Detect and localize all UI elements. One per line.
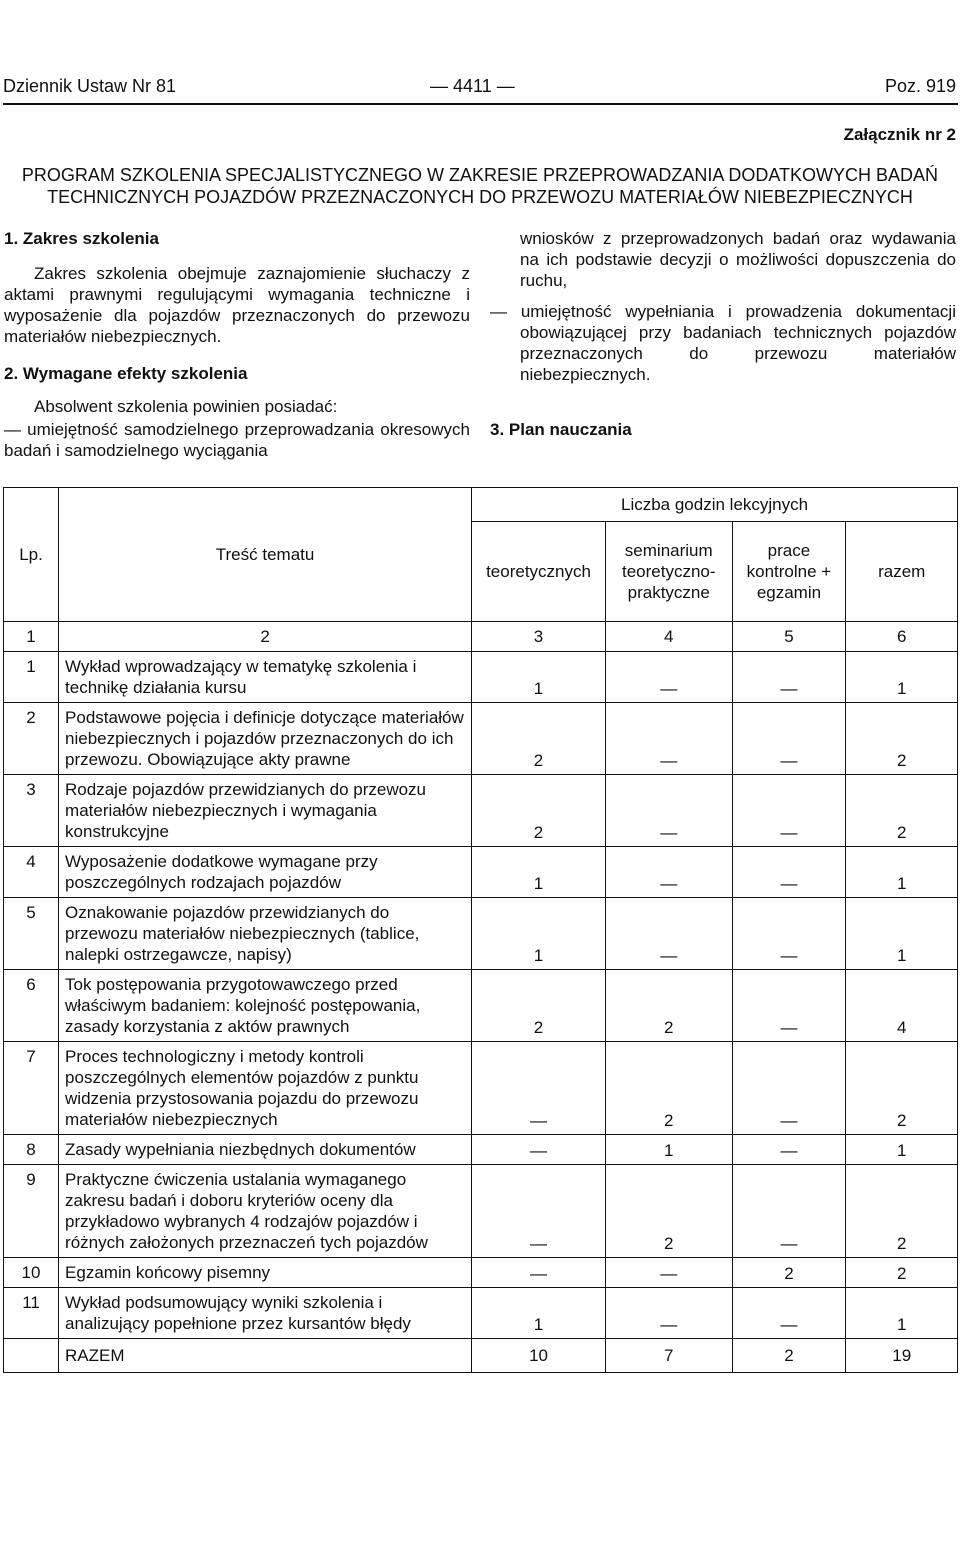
row-number: 10 xyxy=(4,1258,59,1288)
section-2-item-1-continued: wniosków z przeprowadzonych badań oraz wydawania na ich podstawie decyzji o możliwości dopuszczenia do ruchu, xyxy=(520,229,956,290)
row-tests-hours: — xyxy=(732,1288,846,1339)
row-tests-hours: — xyxy=(732,1135,846,1165)
header-tests: prace kontrolne + egzamin xyxy=(732,522,846,622)
journal-name: Dziennik Ustaw Nr 81 xyxy=(3,76,177,96)
row-tests-hours: — xyxy=(732,703,846,775)
row-total-hours: 1 xyxy=(846,1135,958,1165)
row-theory-hours: — xyxy=(472,1165,606,1258)
row-number: 1 xyxy=(4,652,59,703)
row-total-hours: 2 xyxy=(846,1258,958,1288)
row-total-hours: 1 xyxy=(846,1288,958,1339)
table-row xyxy=(4,775,958,847)
row-topic: Egzamin końcowy pisemny xyxy=(59,1258,472,1288)
row-number: 11 xyxy=(4,1288,59,1339)
row-number: 5 xyxy=(4,898,59,970)
row-topic: Podstawowe pojęcia i definicje dotyczące materiałów niebezpiecznych i pojazdów przeznaczonych do ich przewozu. Obowiązujące akty prawne xyxy=(59,703,472,775)
row-topic: Wykład wprowadzający w tematykę szkolenia i technikę działania kursu xyxy=(59,652,472,703)
total-row xyxy=(4,1339,958,1373)
table-row xyxy=(4,1135,958,1165)
section-2-item-2: — umiejętność wypełniania i prowadzenia dokumentacji obowiązującej przy badaniach technicznych pojazdów przeznaczonych do przewozu materiałów niebezpiecznych. xyxy=(490,302,956,384)
total-seminar: 7 xyxy=(605,1339,732,1373)
row-number: 8 xyxy=(4,1135,59,1165)
table-row xyxy=(4,703,958,775)
row-topic: Oznakowanie pojazdów przewidzianych do przewozu materiałów niebezpiecznych (tablice, nalepki ostrzegawcze, napisy) xyxy=(59,898,472,970)
column-number: 4 xyxy=(605,622,732,652)
row-theory-hours: — xyxy=(472,1042,606,1135)
section-3-heading: 3. Plan nauczania xyxy=(490,420,632,439)
row-number: 4 xyxy=(4,847,59,898)
row-theory-hours: — xyxy=(472,1135,606,1165)
row-total-hours: 2 xyxy=(846,775,958,847)
row-seminar-hours: — xyxy=(605,847,732,898)
row-number: 2 xyxy=(4,703,59,775)
header-lp: Lp. xyxy=(4,488,59,622)
title-line-1: PROGRAM SZKOLENIA SPECJALISTYCZNEGO W ZAKRESIE PRZEPROWADZANIA DODATKOWYCH BADAŃ xyxy=(21,165,939,185)
row-number: 3 xyxy=(4,775,59,847)
row-seminar-hours: — xyxy=(605,775,732,847)
left-column xyxy=(4,228,470,461)
row-tests-hours: — xyxy=(732,652,846,703)
table-row xyxy=(4,652,958,703)
row-seminar-hours: — xyxy=(605,1258,732,1288)
table-row xyxy=(4,1165,958,1258)
header-theory: teoretycznych xyxy=(472,522,606,622)
total-theory: 10 xyxy=(472,1339,606,1373)
section-1-text: Zakres szkolenia obejmuje zaznajomienie słuchaczy z aktami prawnymi regulującymi wymagania techniczne i wyposażenie dla pojazdów przeznaczonych do przewozu materiałów niebezpiecznych. xyxy=(4,264,470,346)
row-theory-hours: 1 xyxy=(472,652,606,703)
row-tests-hours: — xyxy=(732,847,846,898)
row-topic: Rodzaje pojazdów przewidzianych do przewozu materiałów niebezpiecznych i wymagania konstrukcyjne xyxy=(59,775,472,847)
row-seminar-hours: — xyxy=(605,1288,732,1339)
total-label: RAZEM xyxy=(59,1339,472,1373)
section-2-intro: Absolwent szkolenia powinien posiadać: xyxy=(34,397,338,416)
row-theory-hours: 1 xyxy=(472,1288,606,1339)
row-topic: Tok postępowania przygotowawczego przed właściwym badaniem: kolejność postępowania, zasady korzystania z aktów prawnych xyxy=(59,970,472,1042)
row-total-hours: 1 xyxy=(846,898,958,970)
right-column xyxy=(490,228,956,440)
table-row xyxy=(4,898,958,970)
row-seminar-hours: — xyxy=(605,652,732,703)
row-tests-hours: 2 xyxy=(732,1258,846,1288)
row-theory-hours: 2 xyxy=(472,703,606,775)
row-total-hours: 1 xyxy=(846,847,958,898)
table-row xyxy=(4,847,958,898)
row-total-hours: 4 xyxy=(846,970,958,1042)
title-line-2: TECHNICZNYCH POJAZDÓW PRZEZNACZONYCH DO PRZEWOZU MATERIAŁÓW NIEBEZPIECZNYCH xyxy=(47,187,913,207)
row-topic: Proces technologiczny i metody kontroli poszczególnych elementów pojazdów z punktu widzenia przystosowania pojazdu do przewozu materiałów niebezpiecznych xyxy=(59,1042,472,1135)
row-tests-hours: — xyxy=(732,970,846,1042)
row-seminar-hours: 2 xyxy=(605,1165,732,1258)
position-number: Poz. 919 xyxy=(884,76,956,96)
row-tests-hours: — xyxy=(732,1165,846,1258)
curriculum-table xyxy=(3,487,958,1373)
row-tests-hours: — xyxy=(732,775,846,847)
header-total: razem xyxy=(846,522,958,622)
column-number: 6 xyxy=(846,622,958,652)
total-hours: 19 xyxy=(846,1339,958,1373)
row-theory-hours: 2 xyxy=(472,775,606,847)
section-2-heading: 2. Wymagane efekty szkolenia xyxy=(4,364,248,383)
row-theory-hours: 2 xyxy=(472,970,606,1042)
section-2-item-1-start: — umiejętność samodzielnego przeprowadzania okresowych badań i samodzielnego wyciągania xyxy=(4,420,470,460)
row-number: 9 xyxy=(4,1165,59,1258)
row-seminar-hours: — xyxy=(605,898,732,970)
row-total-hours: 2 xyxy=(846,703,958,775)
row-topic: Wyposażenie dodatkowe wymagane przy poszczególnych rodzajach pojazdów xyxy=(59,847,472,898)
header-divider xyxy=(3,103,958,105)
row-tests-hours: — xyxy=(732,1042,846,1135)
row-seminar-hours: — xyxy=(605,703,732,775)
column-number: 5 xyxy=(732,622,846,652)
table-row xyxy=(4,1042,958,1135)
row-topic: Zasady wypełniania niezbędnych dokumentów xyxy=(59,1135,472,1165)
row-topic: Wykład podsumowujący wyniki szkolenia i analizujący popełnione przez kursantów błędy xyxy=(59,1288,472,1339)
row-total-hours: 2 xyxy=(846,1042,958,1135)
row-topic: Praktyczne ćwiczenia ustalania wymaganego zakresu badań i doboru kryteriów oceny dla przykładowo wybranych 4 rodzajów pojazdów i różnych założonych przeznaczeń tych pojazdów xyxy=(59,1165,472,1258)
row-seminar-hours: 2 xyxy=(605,1042,732,1135)
row-seminar-hours: 2 xyxy=(605,970,732,1042)
row-theory-hours: 1 xyxy=(472,898,606,970)
page-number: — 4411 — xyxy=(430,76,515,96)
table-row xyxy=(4,970,958,1042)
column-number-row xyxy=(4,622,958,652)
column-number: 2 xyxy=(59,622,472,652)
row-theory-hours: — xyxy=(472,1258,606,1288)
column-number: 3 xyxy=(472,622,606,652)
row-seminar-hours: 1 xyxy=(605,1135,732,1165)
row-total-hours: 2 xyxy=(846,1165,958,1258)
header-hours: Liczba godzin lekcyjnych xyxy=(472,488,958,522)
section-1-heading: 1. Zakres szkolenia xyxy=(4,229,159,248)
row-number: 6 xyxy=(4,970,59,1042)
column-number: 1 xyxy=(4,622,59,652)
table-row xyxy=(4,1258,958,1288)
row-tests-hours: — xyxy=(732,898,846,970)
total-tests: 2 xyxy=(732,1339,846,1373)
header-topic: Treść tematu xyxy=(59,488,472,622)
row-total-hours: 1 xyxy=(846,652,958,703)
table-row xyxy=(4,1288,958,1339)
header-seminar: seminarium teoretyczno-praktyczne xyxy=(605,522,732,622)
document-title xyxy=(4,164,956,208)
row-theory-hours: 1 xyxy=(472,847,606,898)
row-number: 7 xyxy=(4,1042,59,1135)
annex-label: Załącznik nr 2 xyxy=(843,125,956,144)
